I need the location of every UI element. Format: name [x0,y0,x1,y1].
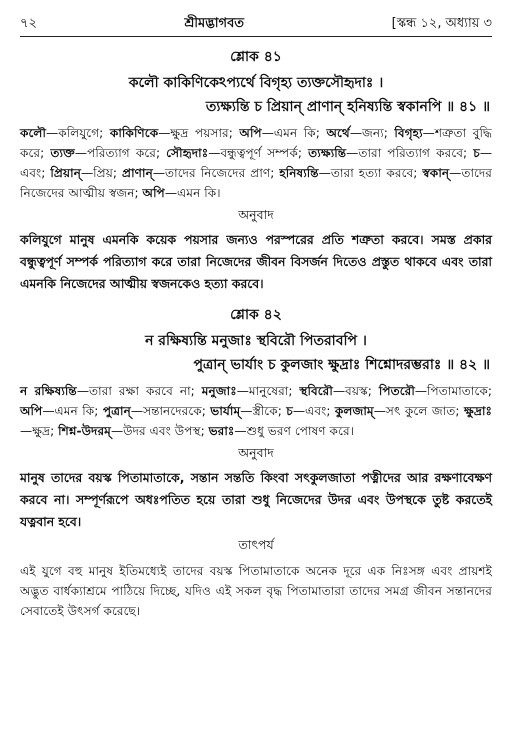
verse-41-heading: শ্লোক ৪১ [230,49,282,65]
verse-41-line-1: কলৌ কাকিণিকেঽপ্যর্থে বিগৃহ্য ত্যক্তসৌহৃদাঃ । [128,75,384,91]
synonym-meaning: —এমন কি। [164,186,221,200]
synonym-word: চ [473,146,480,160]
book-page [20,14,492,621]
synonym-word: হনিষ্যন্তি [279,166,319,180]
synonym-word: সৌহৃদাঃ [166,146,209,160]
synonym-meaning: —উদর এবং উপস্থ; [110,424,209,438]
synonym-word: বিগৃহ্য [394,126,423,140]
synonym-word: স্থবিরৌ [299,384,333,398]
synonym-word: ত্যক্ষ্যন্তি [308,146,347,160]
synonym-meaning: —প্রিয়; [80,166,123,180]
verse-42-line-1: ন রক্ষিষ্যন্তি মনুজাঃ স্থবিরৌ পিতরাবপি । [145,333,367,349]
chapter-reference: [স্কন্ধ ১২, অধ্যায় ৩ [391,16,492,31]
verse-42-purport: এই যুগে বহু মানুষ ইতিমধ্যেই তাদের বয়স্ক পিতামাতাকে অনেক দূরে এক নিঃসঙ্গ এবং প্রায়শই অদ্ভুত বার্ধক্যাশ্রমে পাঠিয়ে দিচ্ছে, যদিও এই সকল বৃদ্ধ পিতামাতারা তাদের সমগ্র জীবন সন্তানদের সেবাতেই উৎসর্গ করেছে। [20,564,492,618]
synonym-meaning: —এবং; [292,404,335,418]
synonym-meaning: —তারা রক্ষা করবে না; [76,384,202,398]
synonym-word: স্বকান্ [422,166,450,180]
verse-41-translation: কলিযুগে মানুষ এমনকি কয়েক পয়সার জন্যও পরস্পরের প্রতি শত্রুতা করবে। সমস্ত প্রকার বন্ধুত্বপূর্ণ সম্পর্ক পরিত্যাগ করে তারা নিজেদের জীবন বিসর্জন দিতেও প্রস্তুত থাকবে এবং তারা এমনকি নিজেদের আত্মীয় স্বজনকেও হত্যা করবে। [20,232,492,291]
verse-41-line-2: ত্যক্ষ্যন্তি চ প্রিয়ান্ প্রাণান্ হনিষ্যন্তি স্বকানপি ॥ ৪১ ॥ [205,99,490,115]
synonym-word: অর্থে [326,126,350,140]
synonym-meaning: —সৎ কুলে জাত; [373,404,464,418]
page-number: ৭২ [20,16,37,31]
verse-42-line-2: পুত্রান্ ভার্যাং চ কুলজাং ক্ষুদ্রাঃ শিশ্নোদরম্ভরাঃ ॥ ৪২ ॥ [193,357,490,373]
synonym-meaning: —পিতামাতাকে; [414,384,492,398]
synonym-meaning: —এমন কি; [261,126,327,140]
synonym-meaning: —তাদের নিজেদের আত্মীয় স্বজন; [20,166,493,200]
synonym-word: ত্যক্ত [50,146,75,160]
header-rule [20,36,492,37]
page-header [20,14,492,34]
synonym-meaning: —শত্রুতা বুদ্ধি করে; [20,126,492,160]
synonym-meaning: —তাদের নিজেদের প্রাণ; [152,166,280,180]
synonym-word: প্রাণান্ [122,166,153,180]
synonym-meaning: —বয়স্ক; [332,384,379,398]
synonym-meaning: —কলিযুগে; [46,126,110,140]
synonym-meaning: —তারা পরিত্যাগ করবে; [346,146,474,160]
synonym-word: চ [286,404,293,418]
verse-41-text [20,71,492,119]
verse-42-translation: মানুষ তাদের বয়স্ক পিতামাতাকে, সন্তান সন্ততি কিংবা সৎকুলজাতা পত্নীদের আর রক্ষণাবেক্ষণ করবে না। সম্পূর্ণরূপে অধঃপতিত হয়ে তারা শুধু নিজেদের উদর এবং উপস্থকে তুষ্ট করতেই যত্নবান হবে। [20,470,492,529]
synonym-meaning: —ক্ষুদ্র; [20,424,59,438]
synonym-meaning: —পরিত্যাগ করে; [74,146,167,160]
synonym-word: ক্ষুদ্রাঃ [463,404,492,418]
synonym-meaning: —সন্তানদেরকে; [130,404,211,418]
verse-42-synonyms [20,381,492,441]
verse-42-heading: শ্লোক ৪২ [230,307,282,323]
synonym-word: কুলজাম্ [334,404,374,418]
synonym-word: ভরাঃ [208,424,235,438]
verse-42-text [20,329,492,377]
synonym-meaning: —ক্ষুদ্র পয়সার; [158,126,240,140]
synonym-meaning: —মানুষেরা; [236,384,300,398]
synonym-meaning: —স্ত্রীকে; [240,404,287,418]
synonym-meaning: —তারা হত্যা করবে; [318,166,423,180]
synonym-meaning: —এবং; [20,146,492,180]
synonym-word: শিশ্ন-উদরম্ [58,424,111,438]
synonym-word: কাকিণিকে [109,126,159,140]
verse-42-translation-heading: অনুবাদ [238,445,274,460]
verse-42-purport-heading: তাৎপর্য [238,537,274,552]
verse-41-synonyms [20,123,492,203]
synonym-word: পুত্রান্ [102,404,131,418]
synonym-word: অপি [239,126,262,140]
synonym-meaning: —জন্য; [349,126,395,140]
synonym-word: পিতরৌ [378,384,415,398]
synonym-word: ভার্যাম্ [210,404,241,418]
synonym-meaning: —বন্ধুত্বপূর্ণ সম্পর্ক; [208,146,309,160]
synonym-word: কলৌ [20,126,46,140]
synonym-meaning: —এমন কি; [42,404,103,418]
synonym-word: অপি [20,404,43,418]
synonym-word: প্রিয়ান্ [50,166,81,180]
synonym-meaning: —শুধু ভরণ পোষণ করে। [234,424,355,438]
synonym-word: ন রক্ষিষ্যন্তি [20,384,77,398]
book-title: শ্রীমদ্ভাগবত [184,16,245,31]
synonym-word: অপি [142,186,165,200]
synonym-word: মনুজাঃ [201,384,237,398]
verse-41-translation-heading: অনুবাদ [238,207,274,222]
